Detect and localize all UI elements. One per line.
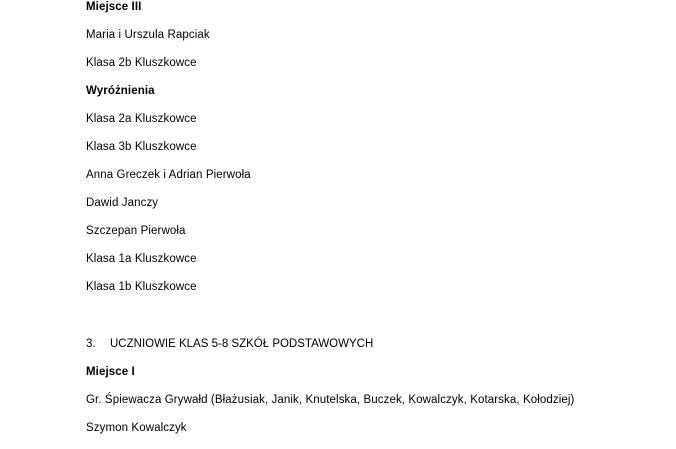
- paragraph-winner-name: Maria i Urszula Rapciak: [86, 29, 210, 41]
- paragraph-distinction-2: Klasa 3b Kluszkowce: [86, 141, 197, 153]
- document-body: [86, 0, 646, 449]
- paragraph-place-3: Miejsce III: [86, 1, 142, 13]
- paragraph-distinction-5: Szczepan Pierwoła: [86, 225, 186, 237]
- paragraph-spacer: [86, 308, 646, 337]
- paragraph-distinction-6: Klasa 1a Kluszkowce: [86, 253, 197, 265]
- paragraph-place-1: Miejsce I: [86, 366, 135, 378]
- paragraph-distinctions-heading: Wyróżnienia: [86, 85, 155, 97]
- paragraph-distinction-1: Klasa 2a Kluszkowce: [86, 113, 197, 125]
- paragraph-szymon-kowalczyk: Szymon Kowalczyk: [86, 422, 187, 434]
- paragraph-distinction-3: Anna Greczek i Adrian Pierwoła: [86, 169, 251, 181]
- paragraph-winner-class: Klasa 2b Kluszkowce: [86, 57, 197, 69]
- section-title: UCZNIOWIE KLAS 5-8 SZKÓŁ PODSTAWOWYCH: [110, 338, 374, 350]
- paragraph-distinction-7: Klasa 1b Kluszkowce: [86, 281, 197, 293]
- paragraph-distinction-4: Dawid Janczy: [86, 197, 159, 209]
- paragraph-group-grywald: Gr. Śpiewacza Grywałd (Błażusiak, Janik, Knutelska, Buczek, Kowalczyk, Kotarska, Kołodziej): [86, 394, 575, 406]
- section-number: 3.: [86, 338, 96, 350]
- section-heading: [86, 337, 646, 365]
